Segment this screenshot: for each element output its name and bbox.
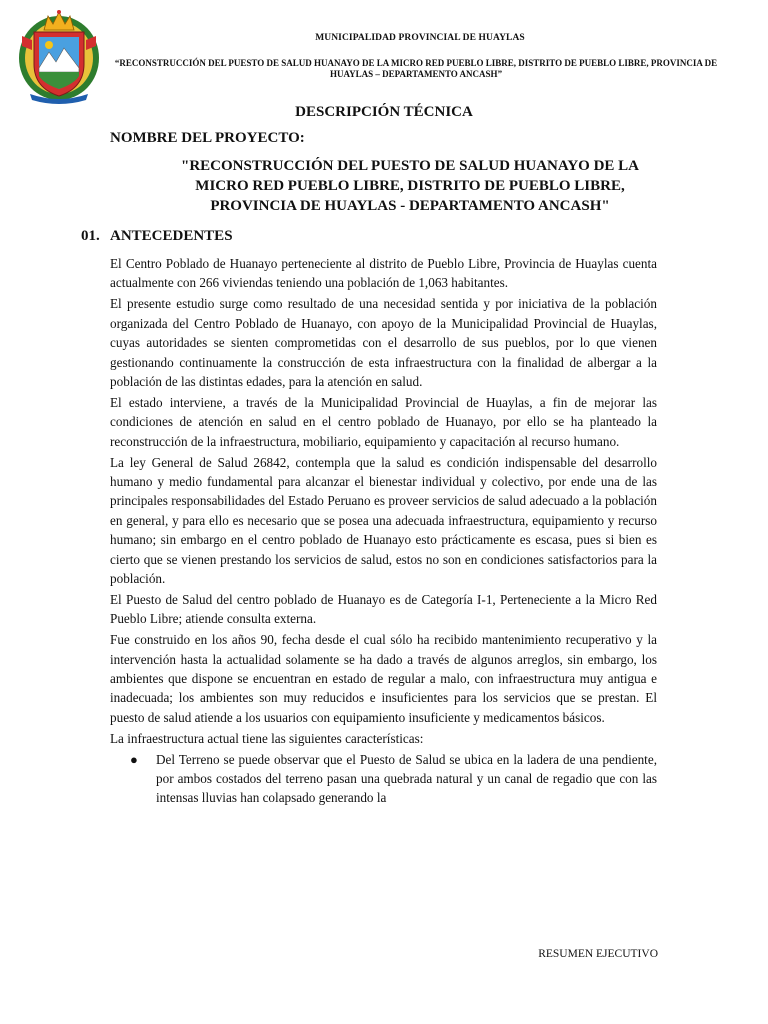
paragraph: El estado interviene, a través de la Municipalidad Provincial de Huaylas, a fin de mejorar las condiciones de atención en salud en el centro poblado de Huanayo, por ello se ha planteado la reconstrucción de la infraestructura, mobiliario, equipamiento y capacitación al recurso humano. — [110, 394, 657, 449]
organization-name: MUNICIPALIDAD PROVINCIAL DE HUAYLAS — [315, 33, 525, 43]
list-item — [110, 750, 657, 808]
section-title: ANTECEDENTES — [110, 228, 233, 244]
municipal-coat-of-arms-icon — [16, 6, 102, 104]
project-name: "RECONSTRUCCIÓN DEL PUESTO DE SALUD HUANAYO DE LA MICRO RED PUEBLO LIBRE, DISTRITO DE PUEBLO LIBRE, PROVINCIA DE HUAYLAS - DEPARTAMENTO ANCASH" — [181, 158, 639, 214]
paragraph: El presente estudio surge como resultado de una necesidad sentida y por iniciativa de la población organizada del Centro Poblado de Huanayo, con apoyo de la Municipalidad Provincial de Huaylas, cuyas autoridades se sienten comprometidas con el desarrollo de sus pueblos, por lo que vienen gestionando continuamente la construcción de esta infraestructura con la finalidad de albergar a la población de las distintas edades, para la atención en salud. — [110, 296, 657, 389]
paragraph: Fue construido en los años 90, fecha desde el cual sólo ha recibido mantenimiento recuperativo y la intervención hasta la actualidad solamente se ha dado a través de algunos arreglos, sin embargo, los ambientes que dispone se encuentran en estado de regular a malo, con infraestructura muy antigua e inadecuada; los ambientes son muy reducidos e insuficientes para los servicios que se prestan. El puesto de salud atiende a los usuarios con equipamiento insuficiente y medicamentos básicos. — [110, 632, 657, 725]
header-project-line: “RECONSTRUCCIÓN DEL PUESTO DE SALUD HUANAYO DE LA MICRO RED PUEBLO LIBRE, DISTRITO DE PUEBLO LIBRE, PROVINCIA DE HUAYLAS – DEPARTAMENTO ANCASH” — [114, 58, 718, 79]
paragraph: La infraestructura actual tiene las siguientes características: — [110, 730, 424, 746]
project-name-label: NOMBRE DEL PROYECTO: — [110, 130, 305, 146]
section-number: 01. — [81, 228, 100, 244]
list-item-text: Del Terreno se puede observar que el Puesto de Salud se ubica en la ladera de una pendiente, por ambos costados del terreno pasan una quebrada natural y un canal de regadio que con las intensas lluvias han colapsado generando la — [156, 751, 657, 806]
paragraph: El Centro Poblado de Huanayo perteneciente al distrito de Pueblo Libre, Provincia de Huaylas cuenta actualmente con 266 viviendas teniendo una población de 1,063 habitantes. — [110, 256, 657, 291]
characteristics-list — [110, 750, 657, 808]
section-body — [110, 254, 657, 808]
paragraph: La ley General de Salud 26842, contempla que la salud es condición indispensable del desarrollo humano y medio fundamental para alcanzar el bienestar individual y colectivo, por ende una de las principales responsabilidades del Estado Peruano es proveer servicios de salud adecuado a la población en general, y para ello es necesario que se posea una adecuada infraestructura, equipamiento y recurso humano; sin embargo en el centro poblado de Huanayo esto prácticamente es escasa, pues si bien es cierto que se vienen prestando los servicios de salud, estos no son en condiciones satisfactorios para la población. — [110, 454, 657, 586]
document-title: DESCRIPCIÓN TÉCNICA — [295, 104, 473, 120]
bullet-icon: ● — [130, 751, 138, 767]
paragraph: El Puesto de Salud del centro poblado de Huanayo es de Categoría I-1, Perteneciente a la Micro Red Pueblo Libre; atiende consulta externa. — [110, 591, 657, 627]
footer-label: RESUMEN EJECUTIVO — [538, 948, 658, 960]
